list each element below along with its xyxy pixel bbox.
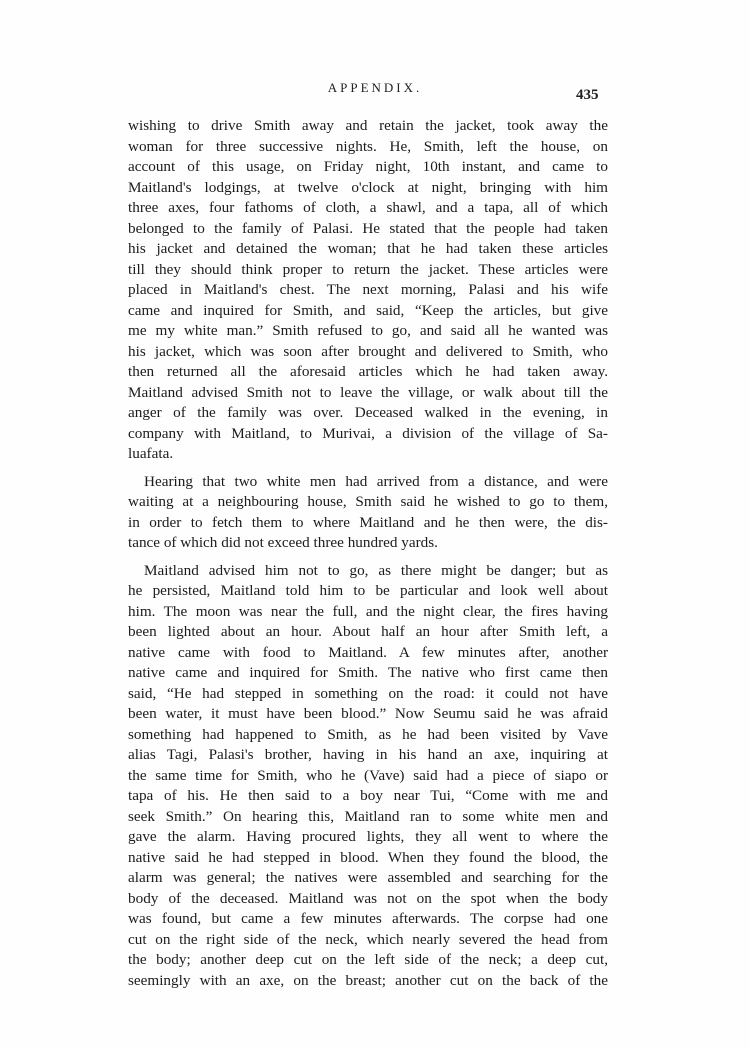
text-line: anger of the family was over. Deceased walked in the evening, in	[128, 404, 608, 421]
text-line: seemingly with an axe, on the breast; another cut on the back of the	[128, 971, 608, 989]
text-line: him. The moon was near the full, and the night clear, the fires having	[128, 602, 608, 620]
text-line: the same time for Smith, who he (Vave) said had a piece of siapo or	[128, 766, 608, 784]
text-line: he persisted, Maitland told him to be particular and look well about	[128, 582, 608, 599]
text-line: me my white man.” Smith refused to go, and said all he wanted was	[128, 322, 608, 339]
text-line: came and inquired for Smith, and said, “Keep the articles, but give	[128, 301, 608, 319]
text-line: his jacket and detained the woman; that he had taken these articles	[128, 240, 608, 257]
text-line: Hearing that two white men had arrived from a distance, and were	[144, 472, 608, 490]
text-line: the body; another deep cut on the left side of the neck; a deep cut,	[128, 951, 608, 968]
text-line: till they should think proper to return the jacket. These articles were	[128, 260, 608, 278]
paragraph	[128, 472, 608, 554]
text-line: in order to fetch them to where Maitland and he then were, the dis-	[128, 513, 608, 531]
text-line: been water, it must have been blood.” Now Seumu said he was afraid	[128, 705, 608, 722]
text-line: his jacket, which was soon after brought and delivered to Smith, who	[128, 342, 608, 360]
text-line: alarm was general; the natives were assembled and searching for the	[128, 869, 608, 886]
paragraph	[128, 561, 608, 992]
text-line: Maitland advised Smith not to leave the village, or walk about till the	[128, 383, 608, 401]
text-line: been lighted about an hour. About half an hour after Smith left, a	[128, 623, 608, 640]
text-line: company with Maitland, to Murivai, a division of the village of Sa-	[128, 424, 608, 442]
text-line: tapa of his. He then said to a boy near Tui, “Come with me and	[128, 787, 608, 804]
text-line: cut on the right side of the neck, which nearly severed the head from	[128, 930, 608, 948]
text-line: native came with food to Maitland. A few minutes after, another	[128, 643, 608, 661]
paragraph-gap	[128, 554, 608, 561]
text-line: three axes, four fathoms of cloth, a shawl, and a tapa, all of which	[128, 199, 608, 216]
text-line: waiting at a neighbouring house, Smith said he wished to go to them,	[128, 493, 608, 510]
text-line: seek Smith.” On hearing this, Maitland ran to some white men and	[128, 807, 608, 825]
text-line: tance of which did not exceed three hundred yards.	[128, 534, 438, 551]
page-number: 435	[576, 87, 599, 103]
paragraph-gap	[128, 465, 608, 472]
text-line: luafata.	[128, 445, 174, 462]
text-line: wishing to drive Smith away and retain the jacket, took away the	[128, 117, 608, 134]
text-line: was found, but came a few minutes afterwards. The corpse had one	[128, 910, 608, 927]
text-line: belonged to the family of Palasi. He stated that the people had taken	[128, 219, 608, 237]
text-line: body of the deceased. Maitland was not on the spot when the body	[128, 889, 608, 907]
text-line: then returned all the aforesaid articles which he had taken away.	[128, 363, 608, 380]
text-line: woman for three successive nights. He, Smith, left the house, on	[128, 137, 608, 155]
body-text	[128, 116, 608, 991]
running-head: APPENDIX.	[327, 80, 423, 95]
text-line: native said he had stepped in blood. When they found the blood, the	[128, 848, 608, 866]
text-line: gave the alarm. Having procured lights, they all went to where the	[128, 828, 608, 845]
text-line: account of this usage, on Friday night, 10th instant, and came to	[128, 158, 608, 175]
text-line: alias Tagi, Palasi's brother, having in his hand an axe, inquiring at	[128, 746, 608, 763]
text-line: Maitland advised him not to go, as there might be danger; but as	[144, 561, 608, 579]
text-line: something had happened to Smith, as he had been visited by Vave	[128, 725, 608, 743]
text-line: said, “He had stepped in something on the road: it could not have	[128, 684, 608, 702]
text-line: placed in Maitland's chest. The next morning, Palasi and his wife	[128, 281, 608, 298]
paragraph	[128, 116, 608, 465]
text-line: Maitland's lodgings, at twelve o'clock at night, bringing with him	[128, 178, 608, 196]
text-line: native came and inquired for Smith. The native who first came then	[128, 664, 608, 681]
